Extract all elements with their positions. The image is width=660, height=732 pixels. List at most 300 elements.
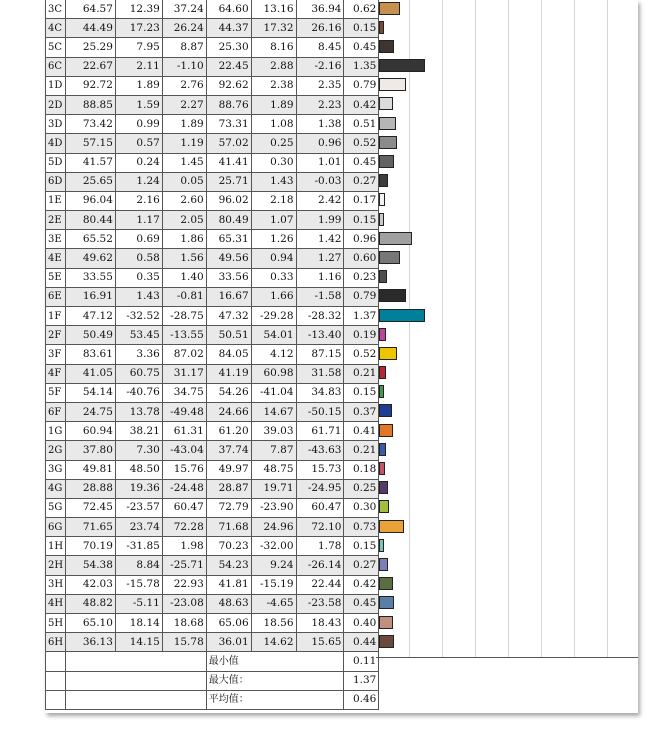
delta-e-cell: 0.23: [344, 268, 379, 287]
delta-e-cell: 0.42: [344, 95, 379, 114]
lab-value-cell: -32.00: [251, 537, 296, 556]
delta-e-cell: 0.21: [344, 441, 379, 460]
delta-e-cell: 0.52: [344, 345, 379, 364]
lab-value-cell: -41.04: [251, 383, 296, 402]
patch-id-cell: 3E: [46, 230, 66, 249]
lab-value-cell: -23.08: [162, 594, 206, 613]
patch-id-cell: 4H: [46, 594, 66, 613]
lab-value-cell: -4.65: [251, 594, 296, 613]
delta-e-bar: [379, 481, 387, 494]
lab-value-cell: 26.24: [162, 19, 206, 38]
lab-value-cell: 39.03: [251, 422, 296, 441]
table-row: [46, 134, 639, 153]
lab-value-cell: -26.14: [296, 556, 344, 575]
lab-value-cell: 0.58: [115, 249, 162, 268]
table-row: [46, 402, 639, 421]
lab-value-cell: -25.71: [162, 556, 206, 575]
delta-e-bar-cell: [379, 498, 638, 517]
lab-value-cell: 1.99: [296, 211, 344, 230]
delta-e-cell: 0.19: [344, 326, 379, 345]
lab-value-cell: 60.47: [162, 498, 206, 517]
delta-e-bar: [379, 404, 391, 417]
summary-spacer: [66, 652, 207, 671]
delta-e-cell: 0.25: [344, 479, 379, 498]
lab-value-cell: 13.16: [251, 0, 296, 19]
delta-e-cell: 0.27: [344, 172, 379, 191]
lab-value-cell: 50.49: [66, 326, 116, 345]
delta-e-cell: 0.51: [344, 115, 379, 134]
table-row: [46, 537, 639, 556]
patch-id-cell: 6E: [46, 287, 66, 306]
table-row: [46, 307, 639, 326]
table-row: [46, 633, 639, 652]
lab-value-cell: 0.33: [251, 268, 296, 287]
lab-value-cell: 2.42: [296, 191, 344, 210]
lab-value-cell: 1.98: [162, 537, 206, 556]
lab-value-cell: 87.15: [296, 345, 344, 364]
lab-value-cell: 1.26: [251, 230, 296, 249]
table-row: [46, 76, 639, 95]
patch-id-cell: 1G: [46, 422, 66, 441]
delta-e-bar: [379, 443, 386, 456]
lab-value-cell: 2.11: [115, 57, 162, 76]
delta-e-bar-cell: [379, 364, 638, 383]
lab-value-cell: 65.52: [66, 230, 116, 249]
lab-value-cell: 8.16: [251, 38, 296, 57]
lab-value-cell: 71.65: [66, 518, 116, 537]
patch-id-cell: 4F: [46, 364, 66, 383]
lab-value-cell: 25.65: [66, 172, 116, 191]
lab-value-cell: 15.73: [296, 460, 344, 479]
delta-e-bar-cell: [379, 153, 638, 172]
delta-e-bar: [379, 424, 393, 437]
lab-value-cell: -29.28: [251, 307, 296, 326]
lab-value-cell: 2.18: [251, 191, 296, 210]
lab-value-cell: 80.44: [66, 211, 116, 230]
lab-value-cell: 49.97: [206, 460, 251, 479]
summary-label: 最小值: [206, 652, 344, 671]
lab-value-cell: 64.57: [66, 0, 116, 19]
delta-e-bar-cell: [379, 230, 638, 249]
lab-value-cell: 0.35: [115, 268, 162, 287]
table-row: [46, 38, 639, 57]
delta-e-bar-cell: [379, 172, 638, 191]
patch-id-cell: 4D: [46, 134, 66, 153]
patch-id-cell: 2G: [46, 441, 66, 460]
summary-label: 最大值：: [206, 671, 344, 690]
delta-e-cell: 0.45: [344, 594, 379, 613]
lab-value-cell: 8.84: [115, 556, 162, 575]
delta-e-cell: 0.27: [344, 556, 379, 575]
delta-e-bar: [379, 539, 384, 552]
lab-value-cell: 1.56: [162, 249, 206, 268]
delta-e-cell: 0.52: [344, 134, 379, 153]
lab-value-cell: 24.96: [251, 518, 296, 537]
delta-e-bar-cell: [379, 307, 638, 326]
lab-value-cell: 2.16: [115, 191, 162, 210]
patch-id-cell: 5H: [46, 614, 66, 633]
lab-value-cell: 49.81: [66, 460, 116, 479]
table-row: [46, 249, 639, 268]
delta-e-cell: 0.18: [344, 460, 379, 479]
delta-e-bar: [379, 385, 384, 398]
lab-value-cell: 1.27: [296, 249, 344, 268]
delta-e-cell: 1.37: [344, 307, 379, 326]
delta-e-cell: 0.45: [344, 153, 379, 172]
lab-value-cell: 34.75: [162, 383, 206, 402]
summary-spacer: [46, 652, 66, 671]
patch-id-cell: 3H: [46, 575, 66, 594]
lab-value-cell: -43.04: [162, 441, 206, 460]
lab-value-cell: -2.16: [296, 57, 344, 76]
summary-value: 1.37: [344, 671, 379, 690]
delta-e-bar-cell: [379, 422, 638, 441]
lab-value-cell: 8.87: [162, 38, 206, 57]
lab-value-cell: 42.03: [66, 575, 116, 594]
lab-value-cell: 60.47: [296, 498, 344, 517]
lab-value-cell: 3.36: [115, 345, 162, 364]
lab-value-cell: 1.01: [296, 153, 344, 172]
delta-e-bar: [379, 462, 385, 475]
lab-value-cell: 49.62: [66, 249, 116, 268]
lab-value-cell: 13.78: [115, 402, 162, 421]
lab-value-cell: 47.32: [206, 307, 251, 326]
lab-value-cell: 31.58: [296, 364, 344, 383]
table-row: [46, 345, 639, 364]
lab-value-cell: 2.38: [251, 76, 296, 95]
lab-value-cell: 57.15: [66, 134, 116, 153]
lab-value-cell: 14.62: [251, 633, 296, 652]
lab-value-cell: 15.65: [296, 633, 344, 652]
delta-e-bar-cell: [379, 115, 638, 134]
patch-id-cell: 3D: [46, 115, 66, 134]
delta-e-bar-cell: [379, 211, 638, 230]
lab-value-cell: 72.28: [162, 518, 206, 537]
lab-value-cell: 1.07: [251, 211, 296, 230]
delta-e-bar-cell: [379, 537, 638, 556]
lab-value-cell: 65.10: [66, 614, 116, 633]
lab-value-cell: 33.55: [66, 268, 116, 287]
lab-value-cell: 14.15: [115, 633, 162, 652]
lab-value-cell: -0.81: [162, 287, 206, 306]
lab-value-cell: 44.49: [66, 19, 116, 38]
lab-value-cell: 41.81: [206, 575, 251, 594]
delta-e-bar: [379, 193, 385, 206]
patch-id-cell: 6F: [46, 402, 66, 421]
delta-e-bar: [379, 2, 400, 15]
lab-value-cell: 28.87: [206, 479, 251, 498]
lab-value-cell: 41.05: [66, 364, 116, 383]
lab-value-cell: 7.87: [251, 441, 296, 460]
lab-value-cell: 2.27: [162, 95, 206, 114]
patch-id-cell: 4E: [46, 249, 66, 268]
lab-value-cell: 88.85: [66, 95, 116, 114]
summary-spacer: [46, 671, 66, 690]
delta-e-bar: [379, 59, 424, 72]
lab-value-cell: 50.51: [206, 326, 251, 345]
delta-e-cell: 0.79: [344, 76, 379, 95]
lab-value-cell: 1.19: [162, 134, 206, 153]
lab-value-cell: 16.67: [206, 287, 251, 306]
summary-blank-area: [376, 657, 638, 713]
delta-e-bar: [379, 174, 388, 187]
table-row: [46, 422, 639, 441]
lab-value-cell: 0.30: [251, 153, 296, 172]
lab-value-cell: -24.48: [162, 479, 206, 498]
patch-id-cell: 2D: [46, 95, 66, 114]
delta-e-bar-cell: [379, 633, 638, 652]
summary-spacer: [66, 690, 207, 709]
lab-value-cell: -13.55: [162, 326, 206, 345]
lab-value-cell: 1.89: [251, 95, 296, 114]
lab-value-cell: -32.52: [115, 307, 162, 326]
lab-value-cell: 0.96: [296, 134, 344, 153]
table-row: [46, 575, 639, 594]
delta-e-bar-cell: [379, 594, 638, 613]
lab-value-cell: 17.23: [115, 19, 162, 38]
lab-value-cell: 96.04: [66, 191, 116, 210]
delta-e-bar-cell: [379, 326, 638, 345]
lab-value-cell: 44.37: [206, 19, 251, 38]
lab-value-cell: 49.56: [206, 249, 251, 268]
lab-value-cell: 37.74: [206, 441, 251, 460]
lab-value-cell: 2.60: [162, 191, 206, 210]
summary-spacer: [46, 690, 66, 709]
lab-value-cell: -40.76: [115, 383, 162, 402]
patch-id-cell: 6H: [46, 633, 66, 652]
lab-value-cell: 24.75: [66, 402, 116, 421]
lab-value-cell: 41.41: [206, 153, 251, 172]
lab-value-cell: 33.56: [206, 268, 251, 287]
lab-value-cell: -23.58: [296, 594, 344, 613]
delta-e-bar: [379, 117, 396, 130]
lab-value-cell: 22.45: [206, 57, 251, 76]
lab-value-cell: 0.24: [115, 153, 162, 172]
delta-e-bar-cell: [379, 191, 638, 210]
lab-value-cell: 64.60: [206, 0, 251, 19]
lab-value-cell: 18.68: [162, 614, 206, 633]
patch-id-cell: 5C: [46, 38, 66, 57]
delta-e-bar: [379, 289, 406, 302]
delta-e-cell: 0.44: [344, 633, 379, 652]
lab-value-cell: 1.45: [162, 153, 206, 172]
delta-e-bar-cell: [379, 287, 638, 306]
delta-e-bar: [379, 596, 394, 609]
delta-e-bar: [379, 40, 394, 53]
lab-value-cell: 1.24: [115, 172, 162, 191]
table-row: [46, 326, 639, 345]
delta-e-bar-cell: [379, 460, 638, 479]
lab-value-cell: -28.32: [296, 307, 344, 326]
color-accuracy-sheet: [45, 0, 638, 713]
delta-e-cell: 0.37: [344, 402, 379, 421]
delta-e-cell: 0.21: [344, 364, 379, 383]
table-row: [46, 172, 639, 191]
delta-e-bar: [379, 558, 388, 571]
lab-value-cell: 84.05: [206, 345, 251, 364]
lab-value-cell: 80.49: [206, 211, 251, 230]
lab-value-cell: 60.98: [251, 364, 296, 383]
lab-value-cell: 1.08: [251, 115, 296, 134]
delta-e-bar: [379, 366, 386, 379]
delta-e-bar-cell: [379, 518, 638, 537]
lab-value-cell: 0.05: [162, 172, 206, 191]
table-row: [46, 230, 639, 249]
lab-value-cell: 22.67: [66, 57, 116, 76]
patch-id-cell: 5F: [46, 383, 66, 402]
lab-value-cell: 1.89: [162, 115, 206, 134]
lab-value-cell: 92.62: [206, 76, 251, 95]
lab-value-cell: 0.99: [115, 115, 162, 134]
lab-value-cell: -28.75: [162, 307, 206, 326]
lab-value-cell: 87.02: [162, 345, 206, 364]
delta-e-bar-cell: [379, 249, 638, 268]
lab-value-cell: 0.94: [251, 249, 296, 268]
lab-value-cell: 19.36: [115, 479, 162, 498]
lab-value-cell: 1.86: [162, 230, 206, 249]
table-row: [46, 460, 639, 479]
table-row: [46, 498, 639, 517]
lab-value-cell: 48.82: [66, 594, 116, 613]
lab-value-cell: 73.42: [66, 115, 116, 134]
delta-e-bar-cell: [379, 556, 638, 575]
lab-value-cell: 1.43: [115, 287, 162, 306]
delta-e-bar: [379, 232, 411, 245]
delta-e-bar-cell: [379, 345, 638, 364]
delta-e-bar: [379, 635, 394, 648]
delta-e-bar-cell: [379, 575, 638, 594]
lab-value-cell: 36.01: [206, 633, 251, 652]
lab-value-cell: 48.63: [206, 594, 251, 613]
delta-e-cell: 0.15: [344, 537, 379, 556]
lab-value-cell: 15.78: [162, 633, 206, 652]
lab-value-cell: 61.71: [296, 422, 344, 441]
patch-id-cell: 3C: [46, 0, 66, 19]
lab-value-cell: 70.23: [206, 537, 251, 556]
lab-value-cell: 19.71: [251, 479, 296, 498]
lab-value-cell: 7.30: [115, 441, 162, 460]
lab-value-cell: 0.25: [251, 134, 296, 153]
lab-value-cell: 1.89: [115, 76, 162, 95]
patch-id-cell: 6D: [46, 172, 66, 191]
lab-value-cell: -0.03: [296, 172, 344, 191]
lab-value-cell: 48.75: [251, 460, 296, 479]
lab-value-cell: 1.59: [115, 95, 162, 114]
lab-value-cell: 83.61: [66, 345, 116, 364]
lab-value-cell: 60.94: [66, 422, 116, 441]
delta-e-bar: [379, 500, 389, 513]
table-row: [46, 556, 639, 575]
lab-value-cell: 70.19: [66, 537, 116, 556]
table-row: [46, 383, 639, 402]
lab-value-cell: 72.10: [296, 518, 344, 537]
lab-value-cell: 1.42: [296, 230, 344, 249]
lab-value-cell: 22.93: [162, 575, 206, 594]
lab-value-cell: -15.19: [251, 575, 296, 594]
delta-e-bar: [379, 213, 384, 226]
lab-value-cell: 12.39: [115, 0, 162, 19]
table-row: [46, 0, 639, 19]
lab-value-cell: 25.29: [66, 38, 116, 57]
patch-id-cell: 2E: [46, 211, 66, 230]
delta-e-bar-cell: [379, 383, 638, 402]
table-row: [46, 191, 639, 210]
lab-value-cell: -1.58: [296, 287, 344, 306]
delta-e-bar-cell: [379, 19, 638, 38]
lab-value-cell: 1.78: [296, 537, 344, 556]
delta-e-bar: [379, 97, 393, 110]
lab-value-cell: 96.02: [206, 191, 251, 210]
lab-value-cell: 17.32: [251, 19, 296, 38]
lab-value-cell: 61.20: [206, 422, 251, 441]
patch-id-cell: 5G: [46, 498, 66, 517]
lab-value-cell: 54.01: [251, 326, 296, 345]
lab-value-cell: 18.43: [296, 614, 344, 633]
delta-e-bar-cell: [379, 402, 638, 421]
patch-id-cell: 1D: [46, 76, 66, 95]
lab-value-cell: 2.88: [251, 57, 296, 76]
summary-value: 0.46: [344, 690, 379, 709]
lab-value-cell: 0.69: [115, 230, 162, 249]
lab-value-cell: 54.38: [66, 556, 116, 575]
table-row: [46, 211, 639, 230]
lab-value-cell: -1.10: [162, 57, 206, 76]
table-row: [46, 115, 639, 134]
delta-e-cell: 0.17: [344, 191, 379, 210]
lab-value-cell: 41.57: [66, 153, 116, 172]
lab-value-cell: 47.12: [66, 307, 116, 326]
delta-e-bar: [379, 155, 394, 168]
lab-value-cell: 28.88: [66, 479, 116, 498]
summary-value: 0.11: [344, 652, 379, 671]
delta-e-cell: 0.96: [344, 230, 379, 249]
lab-value-cell: -13.40: [296, 326, 344, 345]
patch-id-cell: 3G: [46, 460, 66, 479]
lab-value-cell: 54.26: [206, 383, 251, 402]
lab-value-cell: 1.16: [296, 268, 344, 287]
lab-value-cell: 9.24: [251, 556, 296, 575]
delta-e-bar-cell: [379, 57, 638, 76]
lab-value-cell: 1.38: [296, 115, 344, 134]
patch-id-cell: 5D: [46, 153, 66, 172]
delta-e-bar: [379, 270, 387, 283]
lab-value-cell: -50.15: [296, 402, 344, 421]
table-row: [46, 479, 639, 498]
lab-value-cell: 54.14: [66, 383, 116, 402]
delta-e-bar: [379, 328, 385, 341]
delta-e-bar: [379, 520, 404, 533]
lab-value-cell: 57.02: [206, 134, 251, 153]
lab-value-cell: 2.35: [296, 76, 344, 95]
lab-value-cell: 53.45: [115, 326, 162, 345]
table-row: [46, 287, 639, 306]
lab-value-cell: 36.13: [66, 633, 116, 652]
lab-value-cell: 15.76: [162, 460, 206, 479]
lab-value-cell: 37.80: [66, 441, 116, 460]
lab-value-cell: -23.57: [115, 498, 162, 517]
lab-value-cell: -5.11: [115, 594, 162, 613]
lab-value-cell: 1.66: [251, 287, 296, 306]
table-row: [46, 594, 639, 613]
delta-e-bar: [379, 347, 396, 360]
table-row: [46, 268, 639, 287]
table-row: [46, 614, 639, 633]
delta-e-bar: [379, 577, 393, 590]
lab-value-cell: 23.74: [115, 518, 162, 537]
lab-value-cell: 38.21: [115, 422, 162, 441]
lab-value-cell: 65.31: [206, 230, 251, 249]
table-row: [46, 441, 639, 460]
